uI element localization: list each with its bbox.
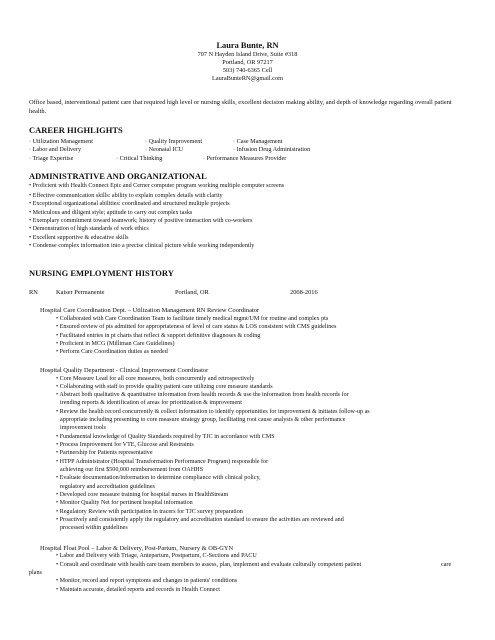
dept-item: • Partnership for Patients representative <box>56 450 153 456</box>
career-item: · Utilization Management <box>29 138 93 145</box>
phone: 503) 740-6365 Cell <box>222 67 273 74</box>
dept-item: • Fundamental knowledge of Quality Standards required by TJC in accordance with CMS <box>56 434 275 440</box>
email: LauraBunteRN@gmail.com <box>211 75 284 82</box>
dept-item: • Facilitated entries in pt charts that reflect & support definitive diagnoses & coding <box>56 333 261 339</box>
career-highlights-heading: CAREER HIGHLIGHTS <box>29 125 123 135</box>
dept-item: • Monitor Quality Net for pertinent hospital information <box>56 500 193 506</box>
job-dates: 2008-2016 <box>290 289 318 296</box>
career-item: · Critical Thinking <box>116 155 163 162</box>
dept-item: • Monitor, record and report symptoms and changes in patients' conditions <box>56 578 238 584</box>
job-employer: Kaiser Permanente <box>56 289 105 296</box>
dept-item: • Process Improvement for VTE, Glucose and Restraints <box>56 442 194 448</box>
admin-item: • Demonstration of high standards of work ethics <box>29 226 149 232</box>
admin-item: • Exceptional organizational abilities: coordinated and structured multiple projects <box>29 201 230 207</box>
employment-heading: NURSING EMPLOYMENT HISTORY <box>29 268 174 278</box>
dept-item: • Regulatory Review with participation in tracers for TJC survey preparation <box>56 509 243 515</box>
dept-item: • Proactively and consistently apply the regulatory and accreditation standard to ensure the activities are reviewed and <box>56 517 344 523</box>
admin-item: • Effective communication skills: ability to explain complex details with clarity <box>29 193 223 199</box>
address-line-2: Portland, OR 97217 <box>222 59 273 66</box>
dept-item: • Abstract both qualitative & quantitative information from health records & use the information from health records for <box>56 392 349 398</box>
dept-title: Hospital Float Pool – Labor & Delivery, Post-Partum, Nursery & OB-GYN <box>40 545 234 552</box>
dept-item: • HTPP Administrator (Hospital Transformation Performance Program) responsible for <box>56 459 269 465</box>
objective: Office based, interventional patient care that required high level or nursing skills, excellent decision making ability, and depth of knowledge regarding overall patient health. <box>29 99 452 115</box>
career-item: · Quality Improvement <box>145 138 203 145</box>
dept-item: • Core Measure Lead for all core measures, both concurrently and retrospectively <box>56 376 255 382</box>
dept-item: • Review the health record concurrently & collect information to identify opportunities for improvement & initiates follow-up as <box>56 409 370 415</box>
address-line-1: 707 N Hayden Island Drive, Suite #318 <box>197 51 298 58</box>
dept-item: processed within guidelines <box>60 525 128 531</box>
candidate-name: Laura Bunte, RN <box>216 41 279 50</box>
career-item: · Case Management <box>233 138 283 145</box>
dept-title: Hospital Care Coordination Dept. – Utilization Management RN Review Coordinator <box>40 307 260 314</box>
admin-item: • Excellent supportive & educative skills <box>29 235 129 241</box>
dept-item: • Perform Care Coordination duties as needed <box>56 349 168 355</box>
dept-item: appropriate including presenting to core measure strategy group, facilitating root cause analysis & other performance <box>60 417 346 423</box>
career-item: · Infusion Drug Administration <box>233 146 311 153</box>
admin-item: • Meticulous and diligent style; aptitude to carry out complex tasks <box>29 210 193 216</box>
dept-item: regulatory and accreditation guidelines <box>60 484 155 490</box>
dept-item-wrap: plans <box>29 570 42 576</box>
dept-item: trending reports & identification of areas for prioritization & improvement <box>60 400 242 406</box>
dept-item: • Developed core measure training for hospital nurses in HealthStream <box>56 492 229 498</box>
career-item: · Performance Measures Provider <box>203 155 287 162</box>
dept-item: • Collaborating with staff to provide quality patient care utilizing core measure standards <box>56 384 273 390</box>
dept-item: • Evaluate documentation/information to determine compliance with clinical policy, <box>56 475 261 481</box>
admin-item: • Exemplary commitment toward teamwork; history of positive interaction with co-workers <box>29 218 253 224</box>
dept-item: achieving our first $500,000 reimbursement from OAHHS <box>60 467 204 473</box>
dept-item: • Ensured review of pts admitted for appropriateness of level of care status & LOS consistent with CMS guidelines <box>56 324 337 330</box>
dept-item: • Proficient in MCG (Milliman Care Guidelines) <box>56 341 175 347</box>
admin-item: • Proficient with Health Connect Epic and Cerner computer program working multiple computer screens <box>29 183 285 189</box>
career-item: · Neonatal ICU <box>145 146 184 153</box>
admin-item: • Condense complex information into a precise clinical picture while working independently <box>29 243 255 249</box>
dept-item: • Collaborated with Care Coordination Team to facilitate timely medical mgmt/UM for routine and complex pts <box>56 316 329 322</box>
job-role: RN <box>29 289 38 296</box>
dept-item: • Labor and Delivery with Triage, Antepartum, Postpartum, C-Sections and PACU <box>56 553 257 559</box>
dept-title: Hospital Quality Department - Clinical Improvement Coordinator <box>40 367 209 374</box>
dept-item-wrap: care <box>441 562 452 568</box>
job-location: Portland, OR <box>175 289 209 296</box>
dept-item: • Consult and coordinate with health care team members to assess, plan, implement and evaluate culturally competent patient <box>56 562 362 568</box>
career-item: · Labor and Delivery <box>29 146 82 153</box>
career-item: · Triage Expertise <box>29 155 74 162</box>
dept-item: • Maintain accurate, detailed reports and records in Health Connect <box>56 587 220 593</box>
admin-heading: ADMINISTRATIVE AND ORGANIZATIONAL <box>29 171 207 181</box>
dept-item: improvement tools <box>60 425 106 431</box>
